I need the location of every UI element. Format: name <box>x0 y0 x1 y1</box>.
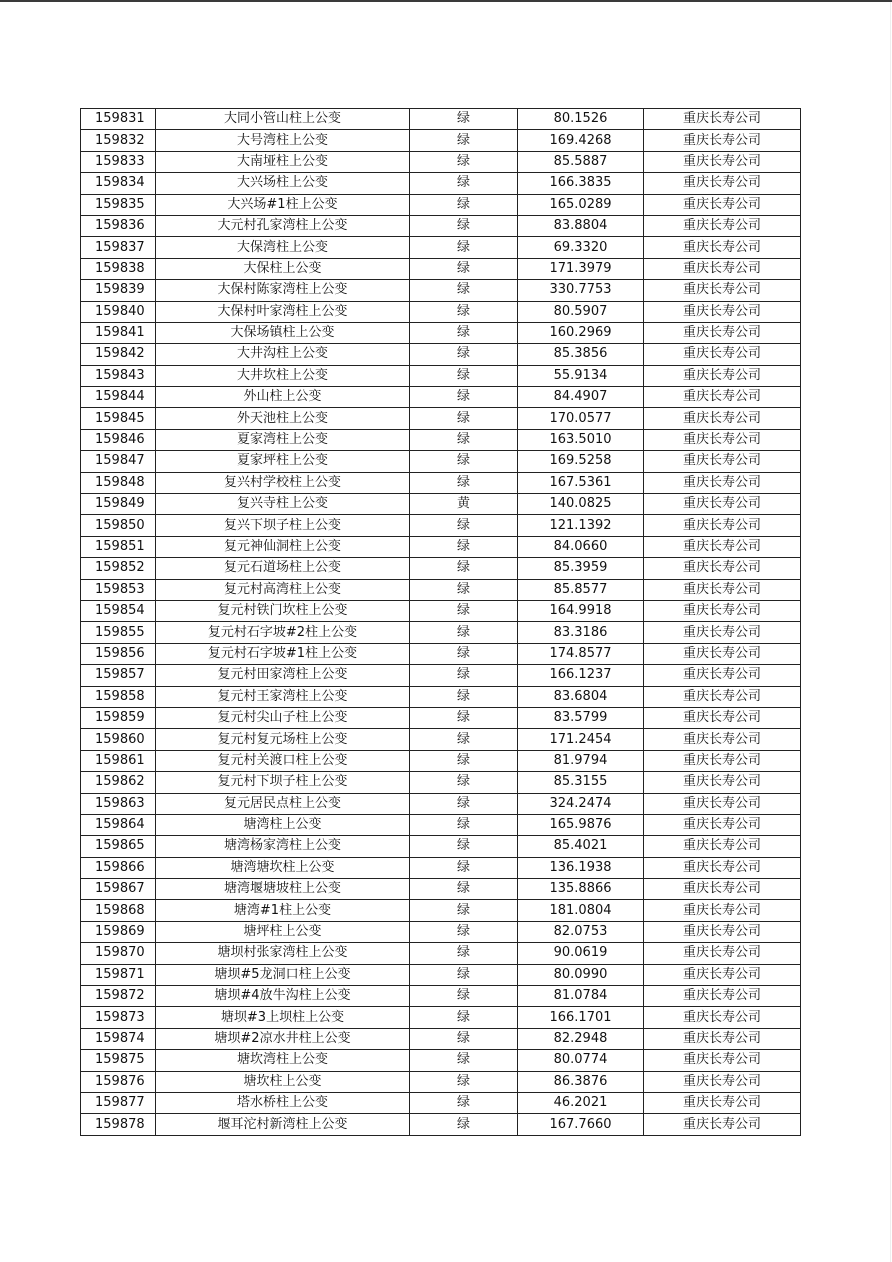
cell-value: 81.9794 <box>518 750 644 771</box>
cell-color: 绿 <box>410 429 518 450</box>
cell-name: 复元村铁门坎柱上公变 <box>156 600 410 621</box>
table-row <box>81 387 801 408</box>
cell-value: 167.5361 <box>518 472 644 493</box>
table-row <box>81 665 801 686</box>
cell-company: 重庆长寿公司 <box>644 943 801 964</box>
cell-value: 90.0619 <box>518 943 644 964</box>
cell-value: 80.1526 <box>518 109 644 130</box>
cell-company: 重庆长寿公司 <box>644 750 801 771</box>
cell-name: 复元村高湾柱上公变 <box>156 579 410 600</box>
cell-name: 塘坎湾柱上公变 <box>156 1050 410 1071</box>
cell-id: 159861 <box>81 750 156 771</box>
cell-id: 159858 <box>81 686 156 707</box>
table-row <box>81 151 801 172</box>
cell-name: 复元石道场柱上公变 <box>156 558 410 579</box>
cell-color: 绿 <box>410 686 518 707</box>
table-row <box>81 579 801 600</box>
cell-color: 绿 <box>410 258 518 279</box>
table-row <box>81 857 801 878</box>
cell-id: 159875 <box>81 1050 156 1071</box>
cell-company: 重庆长寿公司 <box>644 344 801 365</box>
cell-value: 82.2948 <box>518 1028 644 1049</box>
cell-name: 大南垭柱上公变 <box>156 151 410 172</box>
table-row <box>81 1092 801 1113</box>
table-row <box>81 814 801 835</box>
cell-company: 重庆长寿公司 <box>644 173 801 194</box>
cell-company: 重庆长寿公司 <box>644 558 801 579</box>
cell-id: 159851 <box>81 536 156 557</box>
cell-value: 171.2454 <box>518 729 644 750</box>
cell-id: 159864 <box>81 814 156 835</box>
cell-id: 159846 <box>81 429 156 450</box>
cell-value: 81.0784 <box>518 986 644 1007</box>
cell-name: 复元村石字坡#2柱上公变 <box>156 622 410 643</box>
cell-color: 绿 <box>410 879 518 900</box>
cell-color: 绿 <box>410 451 518 472</box>
cell-value: 160.2969 <box>518 322 644 343</box>
data-table <box>80 108 801 1136</box>
cell-id: 159844 <box>81 387 156 408</box>
table-row <box>81 536 801 557</box>
cell-color: 绿 <box>410 857 518 878</box>
cell-company: 重庆长寿公司 <box>644 258 801 279</box>
cell-id: 159868 <box>81 900 156 921</box>
table-row <box>81 194 801 215</box>
cell-company: 重庆长寿公司 <box>644 836 801 857</box>
cell-value: 136.1938 <box>518 857 644 878</box>
table-row <box>81 1050 801 1071</box>
cell-name: 塘坝#5龙洞口柱上公变 <box>156 964 410 985</box>
cell-value: 167.7660 <box>518 1114 644 1135</box>
cell-name: 复元村尖山子柱上公变 <box>156 707 410 728</box>
cell-name: 大号湾柱上公变 <box>156 130 410 151</box>
cell-color: 绿 <box>410 750 518 771</box>
cell-value: 181.0804 <box>518 900 644 921</box>
cell-color: 绿 <box>410 151 518 172</box>
table-row <box>81 879 801 900</box>
cell-name: 大兴场#1柱上公变 <box>156 194 410 215</box>
cell-id: 159874 <box>81 1028 156 1049</box>
cell-id: 159841 <box>81 322 156 343</box>
cell-color: 绿 <box>410 900 518 921</box>
cell-company: 重庆长寿公司 <box>644 408 801 429</box>
table-body <box>81 109 801 1136</box>
cell-company: 重庆长寿公司 <box>644 1071 801 1092</box>
cell-value: 169.4268 <box>518 130 644 151</box>
cell-value: 86.3876 <box>518 1071 644 1092</box>
cell-value: 83.8804 <box>518 215 644 236</box>
cell-id: 159866 <box>81 857 156 878</box>
table-row <box>81 215 801 236</box>
table-row <box>81 1114 801 1135</box>
cell-company: 重庆长寿公司 <box>644 194 801 215</box>
cell-value: 83.6804 <box>518 686 644 707</box>
cell-id: 159840 <box>81 301 156 322</box>
table-row <box>81 1071 801 1092</box>
cell-value: 166.3835 <box>518 173 644 194</box>
cell-color: 绿 <box>410 943 518 964</box>
cell-name: 大兴场柱上公变 <box>156 173 410 194</box>
cell-id: 159837 <box>81 237 156 258</box>
cell-color: 绿 <box>410 344 518 365</box>
cell-value: 324.2474 <box>518 793 644 814</box>
table-row <box>81 772 801 793</box>
cell-company: 重庆长寿公司 <box>644 494 801 515</box>
cell-company: 重庆长寿公司 <box>644 1050 801 1071</box>
cell-company: 重庆长寿公司 <box>644 515 801 536</box>
cell-id: 159832 <box>81 130 156 151</box>
cell-id: 159843 <box>81 365 156 386</box>
cell-id: 159869 <box>81 921 156 942</box>
table-row <box>81 408 801 429</box>
table-row <box>81 451 801 472</box>
cell-company: 重庆长寿公司 <box>644 536 801 557</box>
cell-name: 大井坎柱上公变 <box>156 365 410 386</box>
cell-value: 85.3155 <box>518 772 644 793</box>
cell-name: 大保场镇柱上公变 <box>156 322 410 343</box>
cell-company: 重庆长寿公司 <box>644 665 801 686</box>
cell-name: 塘坝村张家湾柱上公变 <box>156 943 410 964</box>
cell-color: 绿 <box>410 665 518 686</box>
cell-value: 83.3186 <box>518 622 644 643</box>
cell-id: 159848 <box>81 472 156 493</box>
cell-company: 重庆长寿公司 <box>644 1092 801 1113</box>
cell-id: 159865 <box>81 836 156 857</box>
cell-id: 159860 <box>81 729 156 750</box>
table-row <box>81 322 801 343</box>
cell-id: 159835 <box>81 194 156 215</box>
cell-value: 165.9876 <box>518 814 644 835</box>
cell-id: 159838 <box>81 258 156 279</box>
table-row <box>81 921 801 942</box>
cell-name: 塘湾柱上公变 <box>156 814 410 835</box>
cell-name: 大保村陈家湾柱上公变 <box>156 280 410 301</box>
cell-color: 绿 <box>410 536 518 557</box>
cell-name: 塘湾塘坎柱上公变 <box>156 857 410 878</box>
cell-name: 塘坝#3上坝柱上公变 <box>156 1007 410 1028</box>
cell-value: 174.8577 <box>518 643 644 664</box>
cell-company: 重庆长寿公司 <box>644 814 801 835</box>
table-row <box>81 964 801 985</box>
table-row <box>81 429 801 450</box>
cell-name: 复兴寺柱上公变 <box>156 494 410 515</box>
cell-company: 重庆长寿公司 <box>644 215 801 236</box>
cell-color: 绿 <box>410 579 518 600</box>
table-row <box>81 301 801 322</box>
cell-value: 140.0825 <box>518 494 644 515</box>
cell-color: 绿 <box>410 643 518 664</box>
cell-id: 159853 <box>81 579 156 600</box>
cell-company: 重庆长寿公司 <box>644 472 801 493</box>
cell-id: 159855 <box>81 622 156 643</box>
cell-color: 绿 <box>410 237 518 258</box>
cell-value: 85.3856 <box>518 344 644 365</box>
cell-id: 159857 <box>81 665 156 686</box>
cell-name: 夏家湾柱上公变 <box>156 429 410 450</box>
cell-id: 159878 <box>81 1114 156 1135</box>
cell-color: 绿 <box>410 472 518 493</box>
cell-name: 复兴下坝子柱上公变 <box>156 515 410 536</box>
table-row <box>81 515 801 536</box>
cell-name: 大保柱上公变 <box>156 258 410 279</box>
cell-company: 重庆长寿公司 <box>644 109 801 130</box>
table-row <box>81 472 801 493</box>
cell-color: 绿 <box>410 173 518 194</box>
cell-color: 绿 <box>410 986 518 1007</box>
cell-company: 重庆长寿公司 <box>644 900 801 921</box>
table-row <box>81 365 801 386</box>
cell-id: 159850 <box>81 515 156 536</box>
cell-company: 重庆长寿公司 <box>644 707 801 728</box>
cell-name: 复元村关渡口柱上公变 <box>156 750 410 771</box>
table-row <box>81 280 801 301</box>
cell-color: 绿 <box>410 600 518 621</box>
cell-color: 绿 <box>410 964 518 985</box>
cell-color: 绿 <box>410 1071 518 1092</box>
cell-value: 166.1237 <box>518 665 644 686</box>
cell-company: 重庆长寿公司 <box>644 365 801 386</box>
cell-value: 121.1392 <box>518 515 644 536</box>
cell-company: 重庆长寿公司 <box>644 1007 801 1028</box>
table-row <box>81 643 801 664</box>
table-row <box>81 1028 801 1049</box>
cell-name: 大元村孔家湾柱上公变 <box>156 215 410 236</box>
cell-value: 80.0990 <box>518 964 644 985</box>
cell-value: 84.4907 <box>518 387 644 408</box>
cell-value: 85.4021 <box>518 836 644 857</box>
cell-company: 重庆长寿公司 <box>644 429 801 450</box>
cell-color: 黄 <box>410 494 518 515</box>
cell-value: 85.5887 <box>518 151 644 172</box>
cell-name: 塘坝#2凉水井柱上公变 <box>156 1028 410 1049</box>
cell-id: 159854 <box>81 600 156 621</box>
cell-color: 绿 <box>410 515 518 536</box>
cell-color: 绿 <box>410 793 518 814</box>
cell-name: 大井沟柱上公变 <box>156 344 410 365</box>
cell-color: 绿 <box>410 772 518 793</box>
page-right-edge <box>890 2 891 1262</box>
cell-company: 重庆长寿公司 <box>644 793 801 814</box>
cell-company: 重庆长寿公司 <box>644 322 801 343</box>
cell-id: 159871 <box>81 964 156 985</box>
cell-color: 绿 <box>410 1007 518 1028</box>
cell-id: 159877 <box>81 1092 156 1113</box>
cell-color: 绿 <box>410 408 518 429</box>
table-row <box>81 558 801 579</box>
cell-name: 塘湾#1柱上公变 <box>156 900 410 921</box>
table-row <box>81 344 801 365</box>
cell-name: 塘坝#4放牛沟柱上公变 <box>156 986 410 1007</box>
cell-company: 重庆长寿公司 <box>644 772 801 793</box>
table-row <box>81 836 801 857</box>
cell-company: 重庆长寿公司 <box>644 451 801 472</box>
cell-company: 重庆长寿公司 <box>644 151 801 172</box>
cell-id: 159852 <box>81 558 156 579</box>
cell-id: 159859 <box>81 707 156 728</box>
cell-name: 外天池柱上公变 <box>156 408 410 429</box>
table-row <box>81 494 801 515</box>
cell-company: 重庆长寿公司 <box>644 600 801 621</box>
cell-name: 大保湾柱上公变 <box>156 237 410 258</box>
cell-value: 80.5907 <box>518 301 644 322</box>
cell-id: 159856 <box>81 643 156 664</box>
cell-id: 159876 <box>81 1071 156 1092</box>
cell-name: 塔水桥柱上公变 <box>156 1092 410 1113</box>
cell-color: 绿 <box>410 1050 518 1071</box>
cell-name: 复元居民点柱上公变 <box>156 793 410 814</box>
table-row <box>81 1007 801 1028</box>
cell-id: 159839 <box>81 280 156 301</box>
cell-company: 重庆长寿公司 <box>644 237 801 258</box>
table-row <box>81 750 801 771</box>
cell-color: 绿 <box>410 194 518 215</box>
cell-value: 84.0660 <box>518 536 644 557</box>
cell-value: 330.7753 <box>518 280 644 301</box>
cell-id: 159872 <box>81 986 156 1007</box>
cell-color: 绿 <box>410 622 518 643</box>
cell-color: 绿 <box>410 1114 518 1135</box>
cell-color: 绿 <box>410 814 518 835</box>
table-row <box>81 729 801 750</box>
table-row <box>81 707 801 728</box>
cell-company: 重庆长寿公司 <box>644 579 801 600</box>
cell-color: 绿 <box>410 130 518 151</box>
cell-name: 塘坎柱上公变 <box>156 1071 410 1092</box>
cell-id: 159842 <box>81 344 156 365</box>
table-row <box>81 793 801 814</box>
cell-company: 重庆长寿公司 <box>644 1028 801 1049</box>
cell-name: 大保村叶家湾柱上公变 <box>156 301 410 322</box>
cell-value: 85.3959 <box>518 558 644 579</box>
cell-name: 复元神仙洞柱上公变 <box>156 536 410 557</box>
cell-name: 堰耳沱村新湾柱上公变 <box>156 1114 410 1135</box>
cell-name: 塘湾堰塘坡柱上公变 <box>156 879 410 900</box>
cell-company: 重庆长寿公司 <box>644 280 801 301</box>
cell-color: 绿 <box>410 280 518 301</box>
table-row <box>81 173 801 194</box>
cell-name: 复元村复元场柱上公变 <box>156 729 410 750</box>
cell-color: 绿 <box>410 322 518 343</box>
cell-color: 绿 <box>410 1028 518 1049</box>
cell-company: 重庆长寿公司 <box>644 387 801 408</box>
cell-company: 重庆长寿公司 <box>644 729 801 750</box>
page-top-rule <box>0 0 892 2</box>
cell-name: 夏家坪柱上公变 <box>156 451 410 472</box>
cell-value: 165.0289 <box>518 194 644 215</box>
cell-id: 159847 <box>81 451 156 472</box>
cell-color: 绿 <box>410 558 518 579</box>
cell-company: 重庆长寿公司 <box>644 986 801 1007</box>
cell-color: 绿 <box>410 836 518 857</box>
cell-color: 绿 <box>410 301 518 322</box>
cell-color: 绿 <box>410 215 518 236</box>
cell-name: 复元村石字坡#1柱上公变 <box>156 643 410 664</box>
cell-company: 重庆长寿公司 <box>644 301 801 322</box>
cell-value: 80.0774 <box>518 1050 644 1071</box>
cell-color: 绿 <box>410 1092 518 1113</box>
cell-value: 163.5010 <box>518 429 644 450</box>
cell-color: 绿 <box>410 109 518 130</box>
cell-company: 重庆长寿公司 <box>644 857 801 878</box>
cell-company: 重庆长寿公司 <box>644 879 801 900</box>
table-row <box>81 622 801 643</box>
cell-value: 82.0753 <box>518 921 644 942</box>
cell-id: 159831 <box>81 109 156 130</box>
cell-id: 159862 <box>81 772 156 793</box>
cell-name: 复元村下坝子柱上公变 <box>156 772 410 793</box>
cell-id: 159863 <box>81 793 156 814</box>
table-row <box>81 986 801 1007</box>
cell-value: 55.9134 <box>518 365 644 386</box>
cell-value: 166.1701 <box>518 1007 644 1028</box>
cell-id: 159873 <box>81 1007 156 1028</box>
cell-value: 85.8577 <box>518 579 644 600</box>
cell-company: 重庆长寿公司 <box>644 1114 801 1135</box>
cell-name: 塘湾杨家湾柱上公变 <box>156 836 410 857</box>
cell-color: 绿 <box>410 387 518 408</box>
cell-color: 绿 <box>410 729 518 750</box>
cell-company: 重庆长寿公司 <box>644 686 801 707</box>
cell-id: 159867 <box>81 879 156 900</box>
cell-color: 绿 <box>410 365 518 386</box>
cell-value: 164.9918 <box>518 600 644 621</box>
table-row <box>81 237 801 258</box>
table-row <box>81 900 801 921</box>
cell-company: 重庆长寿公司 <box>644 643 801 664</box>
cell-id: 159845 <box>81 408 156 429</box>
cell-name: 复元村田家湾柱上公变 <box>156 665 410 686</box>
table-row <box>81 686 801 707</box>
cell-value: 69.3320 <box>518 237 644 258</box>
cell-value: 83.5799 <box>518 707 644 728</box>
cell-name: 大同小管山柱上公变 <box>156 109 410 130</box>
cell-id: 159870 <box>81 943 156 964</box>
table-row <box>81 109 801 130</box>
table-row <box>81 943 801 964</box>
cell-id: 159833 <box>81 151 156 172</box>
cell-company: 重庆长寿公司 <box>644 622 801 643</box>
cell-value: 170.0577 <box>518 408 644 429</box>
cell-color: 绿 <box>410 707 518 728</box>
table-row <box>81 130 801 151</box>
cell-name: 塘坪柱上公变 <box>156 921 410 942</box>
cell-value: 135.8866 <box>518 879 644 900</box>
cell-value: 171.3979 <box>518 258 644 279</box>
cell-id: 159849 <box>81 494 156 515</box>
cell-company: 重庆长寿公司 <box>644 130 801 151</box>
cell-company: 重庆长寿公司 <box>644 964 801 985</box>
cell-name: 复兴村学校柱上公变 <box>156 472 410 493</box>
cell-id: 159834 <box>81 173 156 194</box>
cell-name: 外山柱上公变 <box>156 387 410 408</box>
table-row <box>81 258 801 279</box>
cell-value: 46.2021 <box>518 1092 644 1113</box>
table-row <box>81 600 801 621</box>
cell-name: 复元村王家湾柱上公变 <box>156 686 410 707</box>
cell-company: 重庆长寿公司 <box>644 921 801 942</box>
cell-id: 159836 <box>81 215 156 236</box>
cell-value: 169.5258 <box>518 451 644 472</box>
cell-color: 绿 <box>410 921 518 942</box>
